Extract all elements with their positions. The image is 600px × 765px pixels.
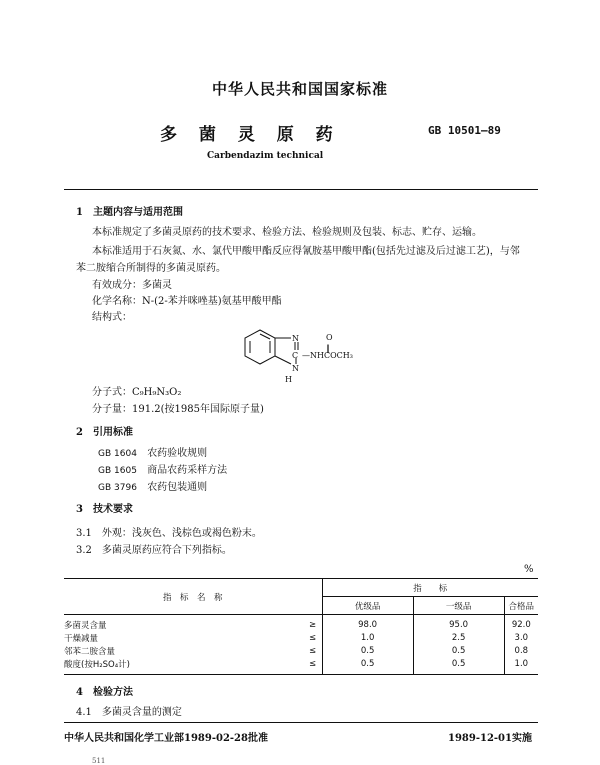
reference-name: 农药包装通则 (147, 482, 208, 493)
document-title: 多 菌 灵 原 药 (160, 125, 341, 145)
row-name: 邻苯二胺含量 (64, 646, 116, 657)
approval-line: 中华人民共和国化学工业部1989-02-28批准 (64, 733, 268, 744)
table-row (64, 631, 538, 644)
row-value-qualified: 92.0 (504, 615, 538, 632)
row-symbol: ≥ (309, 619, 317, 630)
row-value-premium: 1.0 (322, 631, 413, 644)
standard-number: GB 10501—89 (428, 124, 501, 137)
header-divider (64, 189, 538, 190)
applicability-paragraph: 本标准适用于石灰氮、水、氯代甲酸甲酯反应得氰胺基甲酸甲酯(包括先过滤及后过滤工艺)，与邻 (92, 246, 520, 257)
row-value-qualified: 0.8 (504, 644, 538, 657)
footer-divider (64, 722, 538, 723)
row-name: 多菌灵含量 (64, 620, 107, 631)
row-name: 干燥减量 (64, 633, 99, 644)
reference-item (98, 464, 227, 481)
scope-paragraph: 本标准规定了多菌灵原药的技术要求、检验方法、检验规则及包装、标志、贮存、运输。 (92, 227, 482, 238)
table-row (64, 657, 538, 675)
appearance-requirement: 3.1 外观：浅灰色、浅棕色或褐色粉末。 (76, 528, 262, 539)
row-value-first: 0.5 (413, 644, 504, 657)
row-value-premium: 98.0 (322, 615, 413, 632)
side-chain-label: —NHCOCH₃ (302, 351, 353, 360)
row-symbol: ≤ (309, 645, 317, 656)
nitrogen-bottom-label: N (292, 364, 299, 373)
section-3-heading: 3 技术要求 (76, 504, 133, 515)
molecular-weight: 分子量：191.2(按1985年国际原子量) (92, 404, 264, 415)
carbon-label: C (292, 351, 299, 360)
reference-code: GB 1605 (98, 466, 137, 476)
active-ingredient: 有效成分：多菌灵 (92, 280, 172, 291)
row-symbol: ≤ (304, 657, 323, 675)
method-item: 4.1 多菌灵含量的测定 (76, 707, 182, 718)
table-row (64, 615, 538, 632)
reference-name: 农药验收规则 (147, 448, 208, 459)
row-symbol: ≤ (309, 632, 317, 643)
chemical-name: 化学名称：N-(2-苯并咪唑基)氨基甲酸甲酯 (92, 296, 282, 307)
unit-label: % (524, 564, 534, 575)
specification-table (64, 578, 538, 675)
english-title: Carbendazim technical (207, 151, 324, 161)
section-1-heading: 1 主题内容与适用范围 (76, 207, 183, 218)
section-2-heading: 2 引用标准 (76, 427, 133, 438)
reference-code: GB 1604 (98, 449, 137, 459)
reference-list (98, 447, 227, 498)
index-requirement: 3.2 多菌灵原药应符合下列指标。 (76, 545, 232, 556)
row-value-qualified: 1.0 (504, 657, 538, 675)
structure-label: 结构式： (92, 312, 132, 323)
reference-item (98, 447, 227, 464)
grade-first: 一级品 (413, 597, 504, 615)
section-4-heading: 4 检验方法 (76, 687, 133, 698)
effective-date: 1989-12-01实施 (448, 733, 532, 744)
reference-item (98, 481, 227, 498)
structural-formula (240, 320, 380, 392)
row-value-first: 2.5 (413, 631, 504, 644)
reference-code: GB 3796 (98, 483, 137, 493)
nitrogen-top-label: N (292, 334, 299, 343)
row-value-qualified: 3.0 (504, 631, 538, 644)
molecular-formula: 分子式：C₉H₉N₃O₂ (92, 387, 182, 398)
carbonyl-double-bond: ‖ (326, 344, 330, 353)
table-header-name: 指 标 名 称 (64, 579, 322, 615)
grade-qualified: 合格品 (504, 597, 538, 615)
row-value-first: 0.5 (413, 657, 504, 675)
table-row (64, 644, 538, 657)
reference-name: 商品农药采样方法 (147, 465, 228, 476)
national-standard-title: 中华人民共和国国家标准 (211, 80, 388, 98)
page-mark: 511 (92, 757, 106, 765)
hydrogen-label: H (285, 375, 292, 384)
row-value-premium: 0.5 (322, 644, 413, 657)
oxygen-label: O (326, 333, 333, 342)
row-value-first: 95.0 (413, 615, 504, 632)
row-name: 酸度(按H₂SO₄计) (64, 657, 304, 675)
row-value-premium: 0.5 (322, 657, 413, 675)
applicability-paragraph-cont: 苯二胺缩合所制得的多菌灵原药。 (76, 263, 226, 274)
grade-premium: 优级品 (322, 597, 413, 615)
table-header-index: 指 标 (322, 579, 538, 597)
